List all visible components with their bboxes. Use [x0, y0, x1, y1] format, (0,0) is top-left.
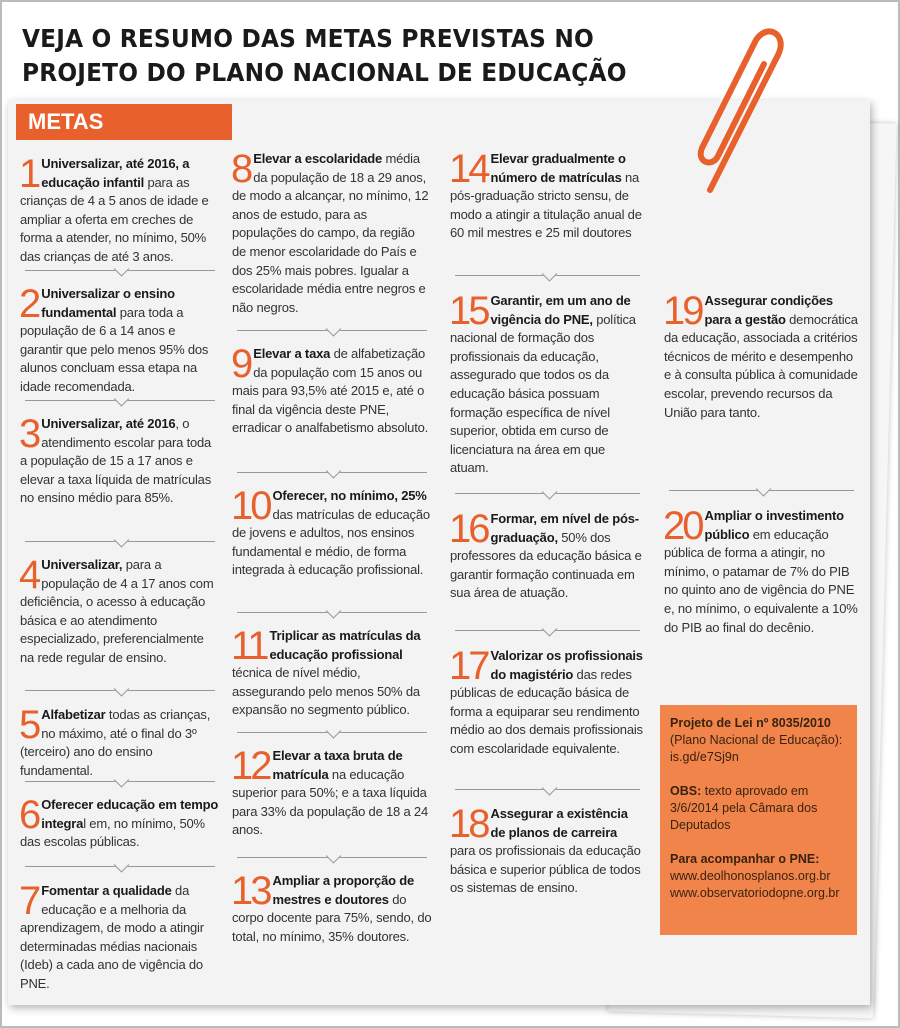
- meta-number: 10: [231, 484, 270, 528]
- divider: [455, 493, 640, 494]
- title-line-1: VEJA O RESUMO DAS METAS PREVISTAS NO: [22, 24, 594, 53]
- meta-item-19: [663, 289, 859, 422]
- meta-item-3: [19, 412, 220, 508]
- meta-lead: Triplicar as matrículas da educação profissional: [269, 628, 421, 662]
- divider: [669, 490, 854, 491]
- meta-number: 5: [19, 703, 39, 747]
- meta-number: 16: [449, 507, 488, 551]
- meta-item-9: [231, 342, 432, 438]
- meta-text: para os profissionais da educação básica e superior pública de todos os sistemas de ensino.: [450, 843, 641, 896]
- meta-number: 3: [19, 412, 39, 456]
- law-text: (Plano Nacional de Educação):: [670, 733, 843, 747]
- meta-item-20: [663, 504, 859, 637]
- divider: [25, 400, 215, 401]
- meta-text: democrática da educação, associada a critérios técnicos de mérito e desempenho e à consulta pública à comunidade escolar, prevendo recursos da União para tanto.: [664, 311, 858, 420]
- divider: [237, 330, 427, 331]
- meta-text: das redes públicas de educação básica de forma a equiparar seu rendimento médio ao dos demais profissionais com escolaridade equivalente.: [450, 666, 643, 756]
- meta-text: na pós-graduação stricto sensu, de modo a atingir a titulação anual de 60 mil mestres e 25 mil doutores: [450, 169, 642, 241]
- meta-lead: Oferecer, no mínimo, 25%: [272, 488, 427, 503]
- meta-text: das matrículas de educação de jovens e adultos, nos ensinos fundamental e médio, de forma integrada à educação profissional.: [232, 506, 430, 578]
- meta-text: de alfabetização da população com 15 anos ou mais para 93,5% até 2015 e, até o final da vigência deste PNE, erradicar o analfabetismo absoluto.: [232, 346, 429, 436]
- meta-item-16: [449, 507, 645, 603]
- meta-lead: Garantir, em um ano de vigência do PNE,: [490, 293, 631, 327]
- meta-number: 19: [663, 289, 702, 333]
- divider: [455, 630, 640, 631]
- meta-item-7: [19, 879, 220, 994]
- meta-number: 20: [663, 504, 702, 548]
- meta-lead: Fomentar a qualidade: [41, 883, 172, 898]
- meta-item-6: [19, 793, 220, 852]
- meta-number: 11: [231, 624, 267, 668]
- meta-item-1: [19, 152, 220, 267]
- meta-number: 12: [231, 744, 270, 788]
- law-link[interactable]: is.gd/e7Sj9n: [670, 750, 739, 764]
- meta-item-10: [231, 484, 432, 580]
- meta-item-4: [19, 553, 220, 668]
- meta-item-18: [449, 802, 645, 898]
- meta-lead: Universalizar o ensino fundamental: [41, 286, 175, 320]
- meta-text: todas as crianças, no máximo, até o final do 3º (terceiro) ano do ensino fundamental.: [20, 707, 211, 778]
- meta-item-17: [449, 644, 645, 759]
- divider: [25, 690, 215, 691]
- law-title: Projeto de Lei nº 8035/2010: [670, 716, 831, 730]
- meta-item-13: [231, 869, 432, 946]
- meta-item-2: [19, 282, 220, 397]
- meta-lead: Assegurar a existência de planos de carreira: [490, 806, 628, 840]
- meta-number: 13: [231, 869, 270, 913]
- obs-label: OBS:: [670, 784, 702, 798]
- meta-lead: Ampliar a proporção de mestres e doutores: [272, 873, 415, 907]
- link-observatorio[interactable]: www.observatoriodopne.org.br: [670, 886, 840, 900]
- meta-number: 18: [449, 802, 488, 846]
- divider: [237, 857, 427, 858]
- link-deolhonosplanos[interactable]: www.deolhonosplanos.org.br: [670, 869, 831, 883]
- title-line-2: PROJETO DO PLANO NACIONAL DE EDUCAÇÃO: [22, 58, 627, 87]
- meta-number: 9: [231, 342, 251, 386]
- divider: [455, 789, 640, 790]
- divider: [25, 270, 215, 271]
- meta-lead: Oferecer educação em tempo integra: [41, 797, 219, 831]
- meta-number: 6: [19, 793, 39, 837]
- meta-lead: Elevar a taxa: [253, 346, 331, 361]
- meta-text: em educação pública de forma a atingir, no mínimo, o patamar de 7% do PIB no quinto ano de vigência do PNE e, no mínimo, o equivalente a 10% do PIB ao final do decênio.: [664, 526, 858, 635]
- meta-text: da educação e a melhoria da aprendizagem, de modo a atingir determinadas médias nacionais (Ideb) a cada ano de vigência do PNE.: [20, 883, 204, 991]
- follow-label: Para acompanhar o PNE:: [670, 852, 820, 866]
- meta-item-11: [231, 624, 432, 720]
- meta-number: 7: [19, 879, 39, 923]
- divider: [237, 732, 427, 733]
- meta-number: 14: [449, 147, 488, 191]
- paper-clip-icon: [690, 20, 800, 200]
- meta-text: do corpo docente para 75%, sendo, do total, no mínimo, 35% doutores.: [232, 891, 432, 944]
- meta-lead: Universalizar, até 2016: [41, 416, 176, 431]
- divider: [25, 866, 215, 867]
- info-box: [660, 705, 857, 935]
- meta-text: para a população de 4 a 17 anos com deficiência, o acesso à educação básica e ao atendimento especializado, preferencialmente na rede regular de ensino.: [20, 557, 214, 665]
- obs-text: texto aprovado em 3/6/2014 pela Câmara dos Deputados: [670, 784, 818, 832]
- meta-number: 15: [449, 289, 488, 333]
- meta-number: 2: [19, 282, 39, 326]
- divider: [455, 275, 640, 276]
- divider: [237, 612, 427, 613]
- meta-lead: Assegurar condições para a gestão: [704, 293, 833, 327]
- meta-number: 17: [449, 644, 488, 688]
- meta-item-14: [449, 147, 645, 243]
- meta-text: 50% dos professores da educação básica e garantir formação continuada em sua área de atuação.: [450, 529, 642, 601]
- meta-lead: Alfabetizar: [41, 707, 106, 722]
- meta-lead: Elevar a escolaridade: [253, 151, 383, 166]
- meta-lead: Formar, em nível de pós-graduação,: [490, 511, 639, 545]
- meta-text: para toda a população de 6 a 14 anos e garantir que pelo menos 95% dos alunos concluam essa etapa na idade recomendada.: [20, 304, 209, 394]
- section-label: METAS: [16, 104, 232, 140]
- meta-text: para as crianças de 4 a 5 anos de idade e ampliar a oferta em creches de forma a atender, no mínimo, 50% das crianças de até 3 anos.: [20, 174, 209, 264]
- meta-lead: Universalizar, até 2016, a educação infantil: [41, 156, 190, 190]
- meta-item-5: [19, 703, 220, 780]
- meta-item-8: [231, 147, 432, 317]
- meta-lead: Elevar gradualmente o número de matrículas: [490, 151, 626, 185]
- divider: [237, 472, 427, 473]
- meta-item-12: [231, 744, 432, 840]
- meta-lead: Valorizar os profissionais do magistério: [490, 648, 643, 682]
- divider: [25, 541, 215, 542]
- meta-number: 1: [19, 152, 39, 196]
- meta-item-15: [449, 289, 645, 478]
- meta-text: na educação superior para 50%; e a taxa líquida para 33% da população de 18 a 24 anos.: [232, 766, 428, 838]
- meta-text: técnica de nível médio, assegurando pelo menos 50% da expansão no segmento público.: [232, 665, 420, 718]
- divider: [25, 781, 215, 782]
- meta-number: 4: [19, 553, 39, 597]
- meta-number: 8: [231, 147, 251, 191]
- meta-lead: Universalizar,: [41, 557, 123, 572]
- meta-lead: Ampliar o investimento público: [704, 508, 844, 542]
- meta-text: , o atendimento escolar para toda a população de 15 a 17 anos e elevar a taxa líquida de matrículas no ensino médio para 85%.: [20, 416, 212, 506]
- meta-text: l em, no mínimo, 50% das escolas públicas.: [20, 815, 205, 850]
- meta-lead: Elevar a taxa bruta de matrícula: [272, 748, 403, 782]
- meta-text: média da população de 18 a 29 anos, de modo a alcançar, no mínimo, 12 anos de estudo, para as populações do campo, da região de menor escolaridade do País e dos 25% mais pobres. Igualar a escolaridade média entre negros e não negros.: [232, 151, 429, 315]
- meta-text: política nacional de formação dos profissionais da educação, assegurado que todos os da educação básica possuam formação específica de nível superior, obtida em curso de licenciatura na área em que atuam.: [450, 311, 636, 476]
